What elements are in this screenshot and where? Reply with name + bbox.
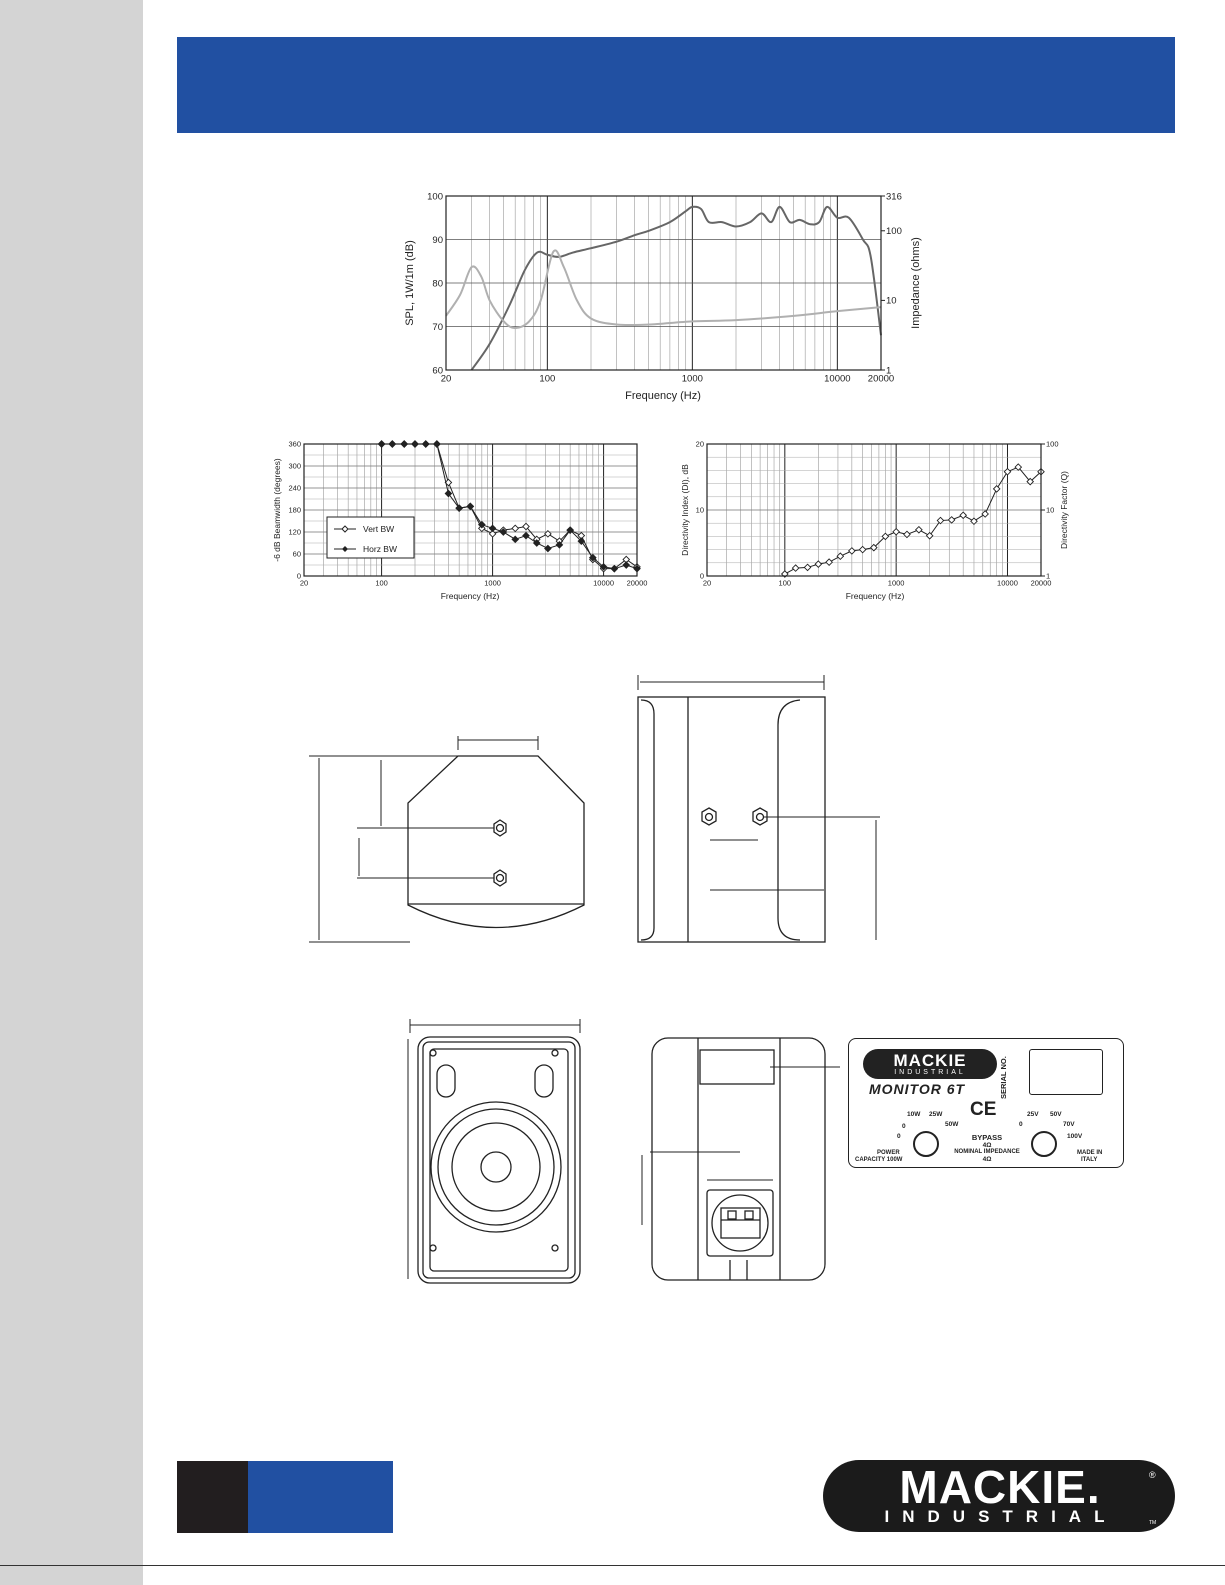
y-tick-label: 60 [432,365,443,377]
beamwidth-chart [270,436,650,606]
slot-icon [437,1065,455,1097]
y-tick-label: 300 [288,461,301,471]
logo-word: MACKIE. [899,1461,1101,1513]
screw-icon [430,1050,436,1056]
knob-mark: 50V [1050,1111,1062,1118]
y-tick-label: 120 [288,527,301,537]
y-axis-label: Directivity Index (DI), dB [680,464,690,556]
left-sidebar-band [0,0,143,1585]
y2-tick-label: 316 [886,191,902,203]
hex-nut-icon [702,808,716,825]
knob-mark: 50W [945,1121,959,1128]
spl-impedance-chart [395,185,935,410]
x-tick-label: 1000 [887,578,905,588]
x-tick-label: 100 [539,373,556,385]
y-axis-label: -6 dB Beamwidth (degrees) [272,458,282,562]
top-view-drawing [309,736,584,942]
plate-brand-sub: INDUSTRIAL [894,1069,966,1076]
data-point-open [937,517,943,523]
y-tick-label: 360 [288,439,301,449]
y2-axis-label: Impedance (ohms) [910,237,922,329]
chart-grid [707,444,1041,576]
series-line [446,250,881,328]
data-point-filled [489,525,495,531]
data-point-filled [512,536,518,542]
y-tick-label: 60 [292,549,301,559]
knob-mark: 0 [902,1123,906,1130]
header-banner [177,37,1175,133]
side-view-drawing [638,675,880,942]
data-point-open [804,564,810,570]
data-point-open [893,529,899,535]
chart-series [378,441,640,572]
legend-label: Vert BW [363,524,395,534]
impedance-label: NOMINAL IMPEDANCE [954,1149,1020,1155]
directivity-chart [675,436,1075,606]
legend-label: Horz BW [363,544,397,554]
x-axis-label: Frequency (Hz) [625,390,701,402]
x-tick-label: 10000 [824,373,851,385]
hex-nut-icon [494,820,506,836]
knob-mark: 70V [1063,1121,1075,1128]
bypass-value: 4Ω [982,1142,992,1149]
x-tick-label: 20 [702,578,712,588]
y-tick-label: 20 [695,439,704,449]
trademark: TM [1149,1520,1157,1526]
chart-legend [327,517,414,558]
y2-tick-label: 1 [886,365,892,377]
x-tick-label: 20000 [867,373,895,385]
label-plate [848,1038,1124,1168]
front-view-drawing [390,1015,590,1295]
data-point-open [826,559,832,565]
y-tick-label: 100 [427,191,443,203]
knob-mark: 10W [907,1111,921,1118]
data-point-filled [623,562,629,568]
label-plate-outline [700,1050,774,1084]
knob-mark: 25V [1027,1111,1039,1118]
knob-mark: 0 [1019,1121,1023,1128]
x-axis-label: Frequency (Hz) [845,591,905,601]
y2-tick-label: 1 [1046,571,1051,581]
x-tick-label: 20000 [626,578,648,588]
bypass-label: BYPASS [971,1133,1003,1142]
y-tick-label: 0 [699,571,704,581]
knob-caption: CAPACITY 100W [855,1157,903,1163]
y-tick-label: 90 [432,234,443,246]
logo-sub: INDUSTRIAL [884,1507,1118,1526]
x-tick-label: 100 [778,578,792,588]
knob-caption: ITALY [1081,1157,1098,1163]
data-point-open [960,512,966,518]
y-axis-label: SPL, 1W/1m (dB) [404,240,416,326]
mackie-logo [823,1460,1175,1532]
series-line [472,207,881,370]
power-tap-knob [913,1131,939,1157]
footer-blue-block [248,1461,393,1533]
y2-tick-label: 100 [1046,439,1059,449]
x-tick-label: 1000 [681,373,703,385]
data-point-open [792,565,798,571]
knob-caption: MADE IN [1077,1150,1103,1156]
switch-icon [745,1211,753,1219]
y2-tick-label: 10 [1046,505,1055,515]
data-point-open [859,546,865,552]
chart-series [782,464,1045,577]
x-tick-label: 20 [299,578,309,588]
footer-dark-block [177,1461,248,1533]
screw-icon [430,1245,436,1251]
bottom-rule [0,1565,1225,1566]
x-tick-label: 20000 [1030,578,1052,588]
screw-icon [552,1245,558,1251]
knob-mark: 0 [897,1133,901,1140]
x-tick-label: 1000 [484,578,501,588]
plate-logo-badge [863,1049,997,1079]
serial-label: SERIAL NO. [999,1056,1008,1099]
back-view-drawing [630,1030,840,1285]
data-point-open [815,561,821,567]
plate-brand: MACKIE [893,1051,967,1070]
data-point-open [1004,469,1010,475]
y2-tick-label: 10 [886,295,897,307]
tick-labels [696,440,1059,588]
hex-nut-icon [494,870,506,886]
chart-grid [446,196,881,370]
y-tick-label: 10 [695,505,704,515]
x-tick-label: 20 [440,373,452,385]
y2-tick-label: 100 [886,226,902,238]
y-tick-label: 80 [432,278,443,290]
data-point-open [512,525,518,531]
y-tick-label: 180 [288,505,301,515]
knob-mark: 100V [1067,1133,1083,1140]
data-point-open [916,527,922,533]
ce-mark: CE [970,1099,997,1120]
registered-mark: ® [1149,1470,1156,1480]
data-point-open [993,486,999,492]
dimension-drawings-side-top [300,670,900,960]
data-point-open [971,518,977,524]
x-tick-label: 100 [375,578,388,588]
y2-axis-label: Directivity Factor (Q) [1059,471,1069,549]
screw-icon [552,1050,558,1056]
knob-mark: 25W [929,1111,943,1118]
knob-caption: POWER [877,1150,900,1156]
y-tick-label: 240 [288,483,301,493]
data-point-open [849,548,855,554]
y-tick-label: 0 [296,571,301,581]
switch-icon [728,1211,736,1219]
chart-series [446,207,881,370]
data-point-open [904,531,910,537]
data-point-filled [523,532,529,538]
plate-model: MONITOR 6T [869,1081,966,1097]
slot-icon [535,1065,553,1097]
x-tick-label: 10000 [593,578,615,588]
serial-box [1029,1049,1103,1095]
y-tick-label: 70 [432,321,443,333]
data-point-open [926,533,932,539]
impedance-value: 4Ω [982,1156,992,1163]
x-axis-label: Frequency (Hz) [440,591,500,601]
x-tick-label: 10000 [997,578,1018,588]
voltage-tap-knob [1031,1131,1057,1157]
